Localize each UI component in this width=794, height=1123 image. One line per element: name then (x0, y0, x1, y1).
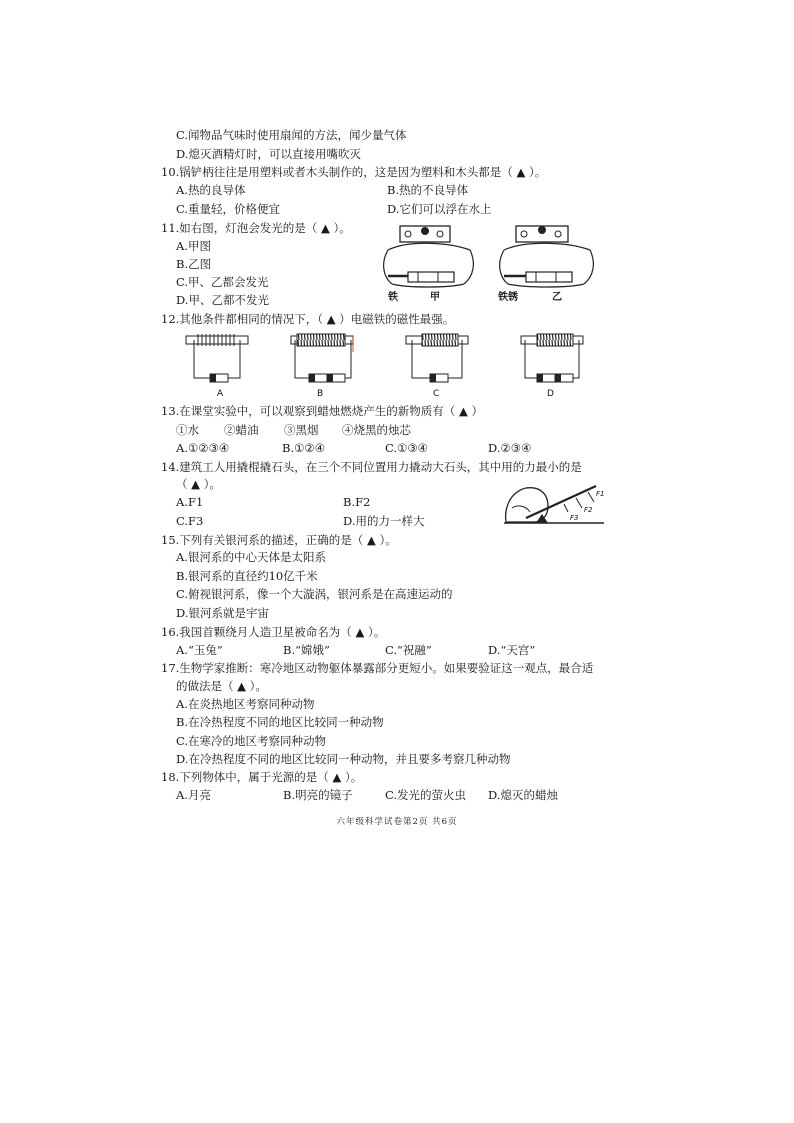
q17-option-d: D.在冷热程度不同的地区比较同一种动物，并且要多考察几种动物 (176, 752, 511, 766)
q18-option-a: A.月亮 (176, 788, 211, 802)
q13-item-1: ①水 (176, 423, 199, 437)
q16-option-b: B.“嫦娥” (283, 643, 330, 657)
q18-stem: 18.下列物体中，属于光源的是（ ▲ ）。 (161, 770, 363, 784)
q18-option-b: B.明亮的镜子 (283, 788, 353, 802)
q14-lever-figure (502, 478, 606, 528)
q13-stem: 13.在课堂实验中，可以观察到蜡烛燃烧产生的新物质有（ ▲ ） (161, 404, 483, 418)
q17-option-a: A.在炎热地区考察同种动物 (176, 697, 315, 711)
page-footer: 六年级科学试卷第2页 共6页 (336, 817, 458, 827)
q14-option-a: A.F1 (176, 495, 204, 509)
q13-option-c: C.①③④ (385, 441, 428, 455)
q13-option-d: D.②③④ (488, 441, 532, 455)
q11-option-a: A.甲图 (176, 239, 211, 253)
q13-option-a: A.①②③④ (176, 441, 230, 455)
q11-figure-jia (384, 226, 474, 303)
q12-label-a: A (217, 389, 224, 399)
q16-option-a: A.“玉兔” (176, 643, 223, 657)
q14-option-b: B.F2 (343, 495, 371, 509)
q12-label-c: C (433, 389, 440, 399)
q10-option-c: C.重量轻，价格便宜 (176, 202, 281, 216)
q12-figure-c (406, 334, 468, 399)
q12-stem: 12.其他条件都相同的情况下，（ ▲ ）电磁铁的磁性最强。 (161, 312, 455, 326)
q17-option-b: B.在冷热程度不同的地区比较同一种动物 (176, 715, 384, 729)
q12-figure-d (521, 334, 583, 399)
q11-stem: 11.如右图，灯泡会发光的是（ ▲ ）。 (161, 221, 351, 235)
q12-label-d: D (547, 389, 554, 399)
q17-option-c: C.在寒冷的地区考察同种动物 (176, 734, 327, 748)
q12-electromagnet-figures (180, 328, 600, 400)
q15-option-a: A.银河系的中心天体是太阳系 (176, 550, 326, 564)
q15-option-d: D.银河系就是宇宙 (176, 606, 269, 620)
q10-option-b: B.热的不良导体 (387, 183, 469, 197)
q15-option-b: B.银河系的直径约10亿千米 (176, 569, 318, 583)
q11-circuit-figures (378, 220, 608, 306)
q11-fig2-label: 乙 (552, 292, 562, 303)
q15-option-c: C.俯视银河系，像一个大漩涡，银河系是在高速运动的 (176, 587, 453, 601)
q14-force-f2: F2 (584, 506, 593, 514)
q9-option-d: D.熄灭酒精灯时，可以直接用嘴吹灭 (176, 147, 361, 161)
q11-option-c: C.甲、乙都会发光 (176, 275, 269, 289)
q14-option-c: C.F3 (176, 514, 204, 528)
q9-option-c: C.闻物品气味时使用扇闻的方法，闻少量气体 (176, 128, 407, 142)
q12-label-b: B (317, 389, 324, 399)
q14-force-f1: F1 (596, 490, 605, 498)
q11-fig1-material: 铁 (388, 292, 398, 303)
q13-option-b: B.①②④ (282, 441, 326, 455)
q13-item-2: ②蜡油 (224, 423, 259, 437)
q11-figure-yi (497, 226, 593, 303)
q14-option-d: D.用的力一样大 (343, 514, 425, 528)
q17-stem-line1: 17.生物学家推断：寒冷地区动物躯体暴露部分更短小。如果要验证这一观点，最合适 (161, 661, 594, 675)
q13-item-3: ③黑烟 (284, 423, 319, 437)
q17-stem-line2: 的做法是（ ▲ ）。 (176, 679, 267, 693)
q13-item-4: ④烧黑的烛芯 (342, 423, 411, 437)
q10-option-d: D.它们可以浮在水上 (387, 202, 492, 216)
q16-option-c: C.“祝融” (385, 643, 432, 657)
q11-option-b: B.乙图 (176, 257, 212, 271)
q14-stem-line1: 14.建筑工人用撬棍撬石头，在三个不同位置用力撬动大石头，其中用的力最小的是 (161, 460, 582, 474)
q16-stem: 16.我国首颗绕月人造卫星被命名为（ ▲ ）。 (161, 625, 386, 639)
q16-option-d: D.“天宫” (488, 643, 536, 657)
q12-figure-a (186, 334, 248, 399)
q11-option-d: D.甲、乙都不发光 (176, 293, 269, 307)
q12-figure-b (291, 334, 353, 399)
q10-option-a: A.热的良导体 (176, 183, 246, 197)
q10-stem: 10.锅铲柄往往是用塑料或者木头制作的，这是因为塑料和木头都是（ ▲ ）。 (161, 165, 547, 179)
q14-stem-line2: （ ▲ ）。 (176, 477, 221, 491)
q18-option-c: C.发光的萤火虫 (385, 788, 467, 802)
q14-force-f3: F3 (570, 514, 579, 522)
q15-stem: 15.下列有关银河系的描述，正确的是（ ▲ ）。 (161, 533, 397, 547)
q18-option-d: D.熄灭的蜡烛 (488, 788, 558, 802)
q11-fig2-material: 铁锈 (498, 292, 518, 303)
q11-fig1-label: 甲 (430, 292, 440, 303)
